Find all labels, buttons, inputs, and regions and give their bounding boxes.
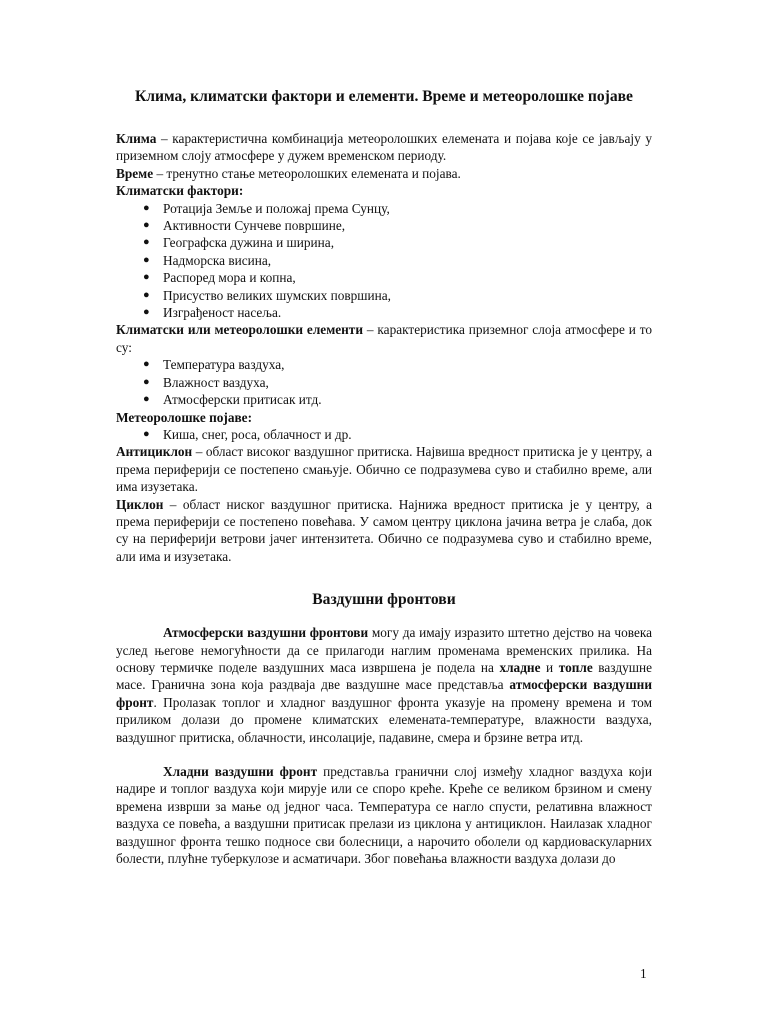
bullet-icon: ● xyxy=(143,201,150,214)
bullet-icon: ● xyxy=(143,375,150,388)
term-vreme: Време xyxy=(116,165,154,181)
bullet-icon: ● xyxy=(143,427,150,440)
paragraph-fronts xyxy=(116,624,652,746)
elements-list xyxy=(116,356,652,408)
phenomena-heading-text: Метеоролошке појаве: xyxy=(116,409,253,425)
list-item-text: Присуство великих шумских површина, xyxy=(163,287,391,303)
bullet-icon: ● xyxy=(143,288,150,301)
list-item xyxy=(116,426,652,443)
term-fronts: Атмосферски ваздушни фронтови xyxy=(163,625,369,641)
list-item xyxy=(116,252,652,269)
term-elements: Климатски или метеоролошки елементи xyxy=(116,322,364,338)
bullet-icon: ● xyxy=(143,358,150,371)
paragraph-text: могу да имају изразито штетно дејство на човека услед његове немогућности да се прилагоди наглим променама временских прилика. На основу термичке поделе ваздушних маса извршена је подела на xyxy=(116,625,653,675)
list-item xyxy=(116,287,652,304)
paragraph-gap xyxy=(116,746,652,763)
list-item-text: Активности Сунчеве површине, xyxy=(163,218,346,234)
paragraph-text: ваздушне масе. Гранична зона која раздваја две ваздушне масе представља xyxy=(116,659,652,693)
list-item-text: Распоред мора и копна, xyxy=(163,270,296,286)
anticyclone-definition-text: – област високог ваздушног притиска. Највиша вредност притиска је у центру, а према периферији се постепено смањује. Обично се подразумева суво и стабилно време, али има изузетака. xyxy=(116,444,652,495)
term-warm: топле xyxy=(558,659,593,675)
factors-heading xyxy=(116,182,652,199)
bullet-icon: ● xyxy=(143,306,150,319)
list-item xyxy=(116,304,652,321)
definition-klima-text: – карактеристична комбинација метеоролошких елемената и појава које се јављају у приземном слоју атмосфере у дужем временском периоду. xyxy=(116,131,652,164)
term-anticyclone: Антициклон xyxy=(116,444,193,460)
list-item xyxy=(116,374,652,391)
list-item xyxy=(116,269,652,286)
list-item-text: Ротација Земље и положај према Сунцу, xyxy=(163,200,390,216)
bullet-icon: ● xyxy=(143,393,150,406)
paragraph-text: представља гранични слој између хладног ваздуха који надире и топлог ваздуха који мирује или се споро креће. Креће се великом брзином и смену времена изврши за мање од једног часа. Температура се нагло спусти, релативна влажност ваздуха се повећа, а ваздушни притисак прелази из циклона у антициклон. Наилазак хладног ваздушног фронта тешко подносе сви болесници, а нарочито оболели од кардиоваскуларних болести, плућне туберкулозе и асматичари. Због повећања влажности ваздуха долази до xyxy=(116,764,652,867)
term-klima: Клима xyxy=(116,131,157,146)
bullet-icon: ● xyxy=(143,253,150,266)
list-item-text: Влажност ваздуха, xyxy=(163,374,269,390)
definition-klima xyxy=(116,130,652,165)
elements-definition xyxy=(116,321,652,356)
list-item xyxy=(116,200,652,217)
phenomena-heading xyxy=(116,409,652,426)
factors-heading-text: Климатски фактори: xyxy=(116,183,244,199)
term-cyclone: Циклон xyxy=(116,496,164,512)
page-content xyxy=(116,86,652,867)
cyclone-definition-text: – област ниског ваздушног притиска. Најнижа вредност притиска је у центру, а према периферији се постепено повећава. У самом центру циклона јачина ветра је слаба, док су на периферији ветрови јачег интензитета. Обично се подразумева суво и стабилно време, али има и изузетака. xyxy=(116,496,652,564)
bullet-icon: ● xyxy=(143,271,150,284)
term-cold-front: Хладни ваздушни фронт xyxy=(163,764,318,779)
bullet-icon: ● xyxy=(143,219,150,232)
page-number: 1 xyxy=(640,966,647,981)
term-front: атмосферски ваздушни фронт xyxy=(116,677,652,710)
anticyclone-definition xyxy=(116,443,652,495)
bullet-icon: ● xyxy=(143,236,150,249)
list-item-text: Атмосферски притисак итд. xyxy=(163,392,322,408)
list-item-text: Киша, снег, роса, облачност и др. xyxy=(163,426,352,442)
list-item-text: Температура ваздуха, xyxy=(163,357,285,373)
list-item-text: Надморска висина, xyxy=(163,252,272,268)
paragraph-cold-front xyxy=(116,763,652,867)
definition-vreme-text: – тренутно стање метеоролошких елемената и појава. xyxy=(153,165,461,181)
definition-vreme xyxy=(116,165,652,182)
paragraph-text: . Пролазак топлог и хладног ваздушног фронта указује на промену времена и том приликом долази до промене климатских елемената-температуре, влажности ваздуха, ваздушног притиска, облачности, инсолације, падавине, смера и брзине ветра итд. xyxy=(116,694,652,745)
document-title: Клима, климатски фактори и елементи. Време и метеоролошке појаве xyxy=(135,88,633,105)
list-item-text: Географска дужина и ширина, xyxy=(163,235,335,251)
list-item-text: Изграђеност насеља. xyxy=(163,305,282,321)
paragraph-text: и xyxy=(540,659,559,675)
factors-list xyxy=(116,200,652,322)
term-cold: хладне xyxy=(499,659,541,675)
list-item xyxy=(116,356,652,373)
list-item xyxy=(116,217,652,234)
list-item xyxy=(116,391,652,408)
cyclone-definition xyxy=(116,496,652,566)
section-title: Ваздушни фронтови xyxy=(312,591,456,609)
elements-definition-text: – карактеристика приземног слоја атмосфере и то су: xyxy=(116,322,652,355)
phenomena-list xyxy=(116,426,652,443)
list-item xyxy=(116,234,652,251)
